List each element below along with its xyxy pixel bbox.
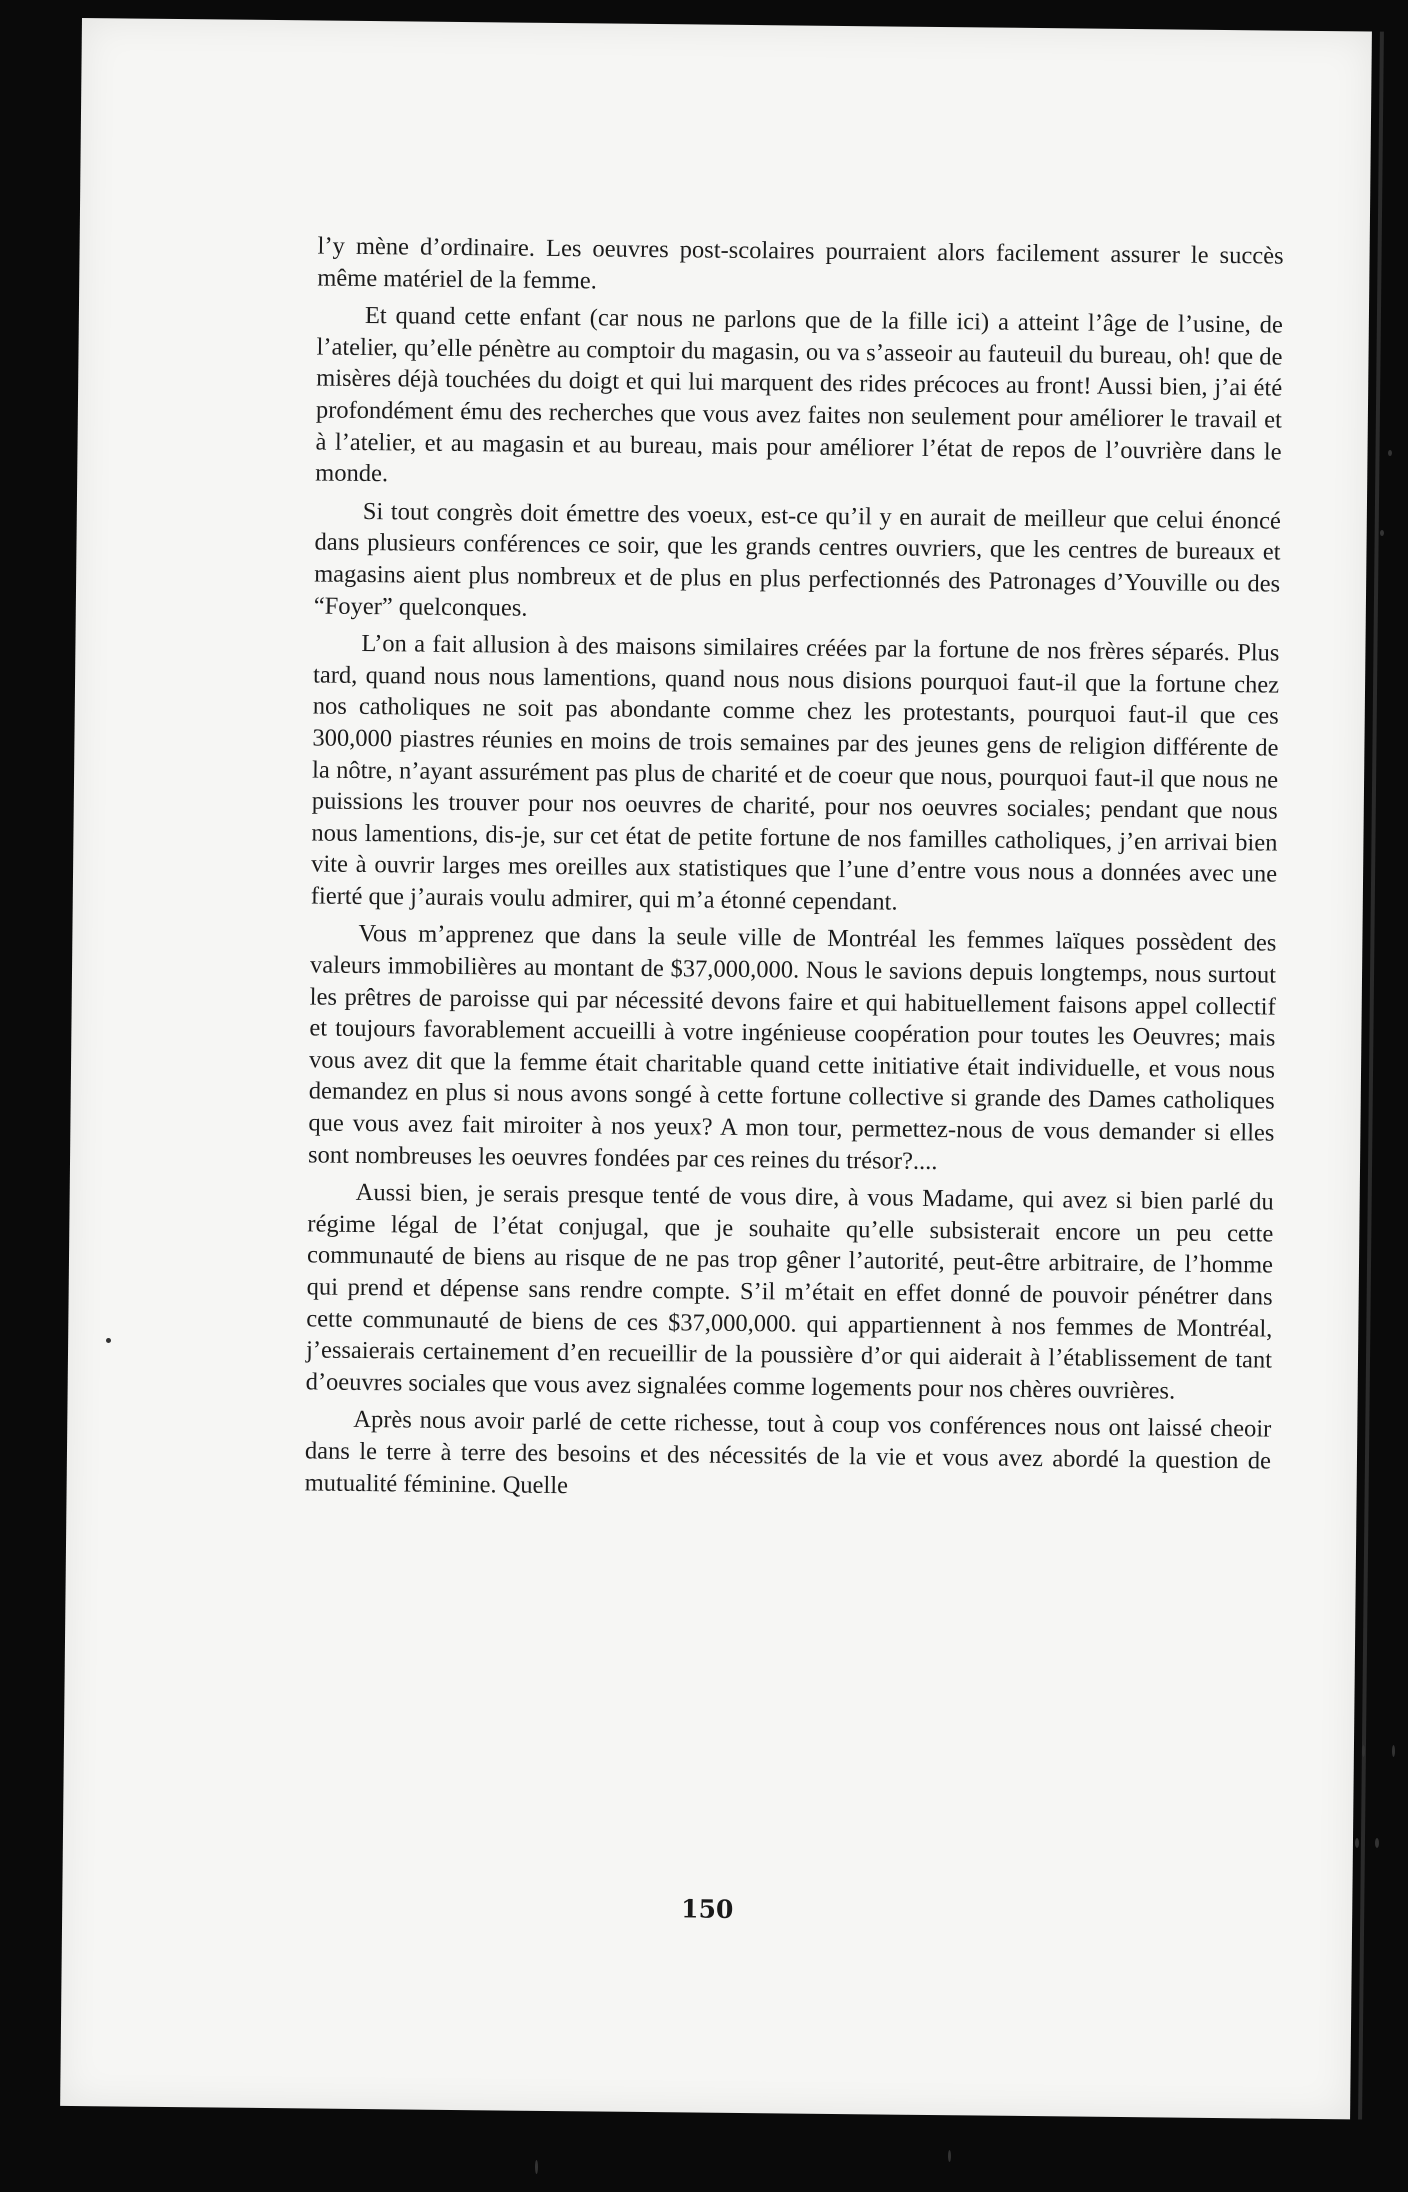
scan-speck: [1380, 530, 1384, 536]
scan-speck: [535, 2160, 538, 2174]
scan-speck: [1355, 1838, 1359, 1848]
page-number: 150: [680, 1894, 734, 1924]
scan-speck: [1375, 1838, 1379, 1848]
paragraph: Après nous avoir parlé de cette richesse, tout à coup vos conférences nous ont laissé cheoir dans le terre à terre des besoins et des nécessités de la vie et vous avez abordé la question de mutualité féminine. Quelle: [304, 1406, 1272, 1499]
scan-speck: [1388, 450, 1392, 456]
scan-speck: [106, 1338, 111, 1343]
scanned-page: [60, 18, 1372, 2119]
paragraph: Aussi bien, je serais presque tenté de vous dire, à vous Madame, qui avez si bien parlé du régime légal de l’état conjugal, que je souhaite qu’elle subsisterait encore un peu cette communauté de biens au risque de ne pas trop gêner l’autorité, peut-être arbitraire, de l’homme qui prend et dépense sans rendre compte. S’il m’était en effet donné de pouvoir pénétrer dans cette communauté de biens de ces $37,000,000. qui appartiennent à nos femmes de Montréal, j’essaierais certainement d’en recueillir de la poussière d’or qui aiderait à l’établissement de tant d’oeuvres sociales que vous avez signalées comme logements pour nos chères ouvrières.: [305, 1179, 1274, 1405]
paragraph: L’on a fait allusion à des maisons similaires créées par la fortune de nos frères séparés. Plus tard, quand nous nous lamentions, quand nous nous disions pourquoi faut-il que la fortune chez nos catholiques ne soit pas abondante comme chez les protestants, pourquoi faut-il que ces 300,000 piastres réunies en moins de trois semaines par des jeunes gens de religion différente de la nôtre, n’ayant assurément pas plus de charité et de coeur que nous, pourquoi faut-il que nous ne puissions les trouver pour nos oeuvres de charité, pour nos oeuvres sociales; pendant que nous nous lamentions, dis-je, sur cet état de petite fortune de nos familles catholiques, j’en arrivai bien vite à ouvrir larges mes oreilles aux statistiques que l’une d’entre vous nous a données avec une fierté que j’aurais voulu admirer, qui m’a étonné cependant.: [310, 630, 1280, 916]
scan-speck: [1392, 1745, 1395, 1757]
paragraph: Et quand cette enfant (car nous ne parlons que de la fille ici) a atteint l’âge de l’usine, de l’atelier, qu’elle pénètre au comptoir du magasin, ou va s’asseoir au fauteuil du bureau, oh! que de misères déjà touchées du doigt et qui lui marquent des rides précoces au front! Aussi bien, j’ai été profondément ému des recherches que vous avez faites non seulement pour améliorer le travail et à l’atelier, et au magasin et au bureau, mais pour améliorer l’état de repos de l’ouvrière dans le monde.: [315, 302, 1283, 488]
body-text: [304, 230, 1283, 1514]
scan-speck: [948, 2150, 951, 2162]
scan-speck: [1362, 1745, 1365, 1757]
page-edge: [1358, 32, 1384, 2120]
paragraph: Si tout congrès doit émettre des voeux, est-ce qu’il y en aurait de meilleur que celui énoncé dans plusieurs conférences ce soir, que les grands centres ouvriers, que les centres de bureaux et magasins aient plus nombreux et de plus en plus perfectionnés des Patronages d’Youville ou des “Foyer” quelconques.: [313, 497, 1281, 622]
paragraph: Vous m’apprenez que dans la seule ville de Montréal les femmes laïques possèdent des valeurs immobilières au montant de $37,000,000. Nous le savions depuis longtemps, nous surtout les prêtres de paroisse qui par nécessité devons faire et qui habituellement faisons appel collectif et toujours favorablement accueilli à votre ingénieuse coopération pour toutes les Oeuvres; mais vous avez dit que la femme était charitable quand cette initiative était individuelle, et vous nous demandez en plus si nous avons songé à cette fortune collective si grande des Dames catholiques que vous avez fait miroiter à nos yeux? A mon tour, permettez-nous de vous demander si elles sont nombreuses les oeuvres fondées par ces reines du trésor?....: [307, 920, 1277, 1175]
paragraph: l’y mène d’ordinaire. Les oeuvres post-scolaires pourraient alors facilement assurer le succès même matériel de la femme.: [317, 232, 1284, 294]
